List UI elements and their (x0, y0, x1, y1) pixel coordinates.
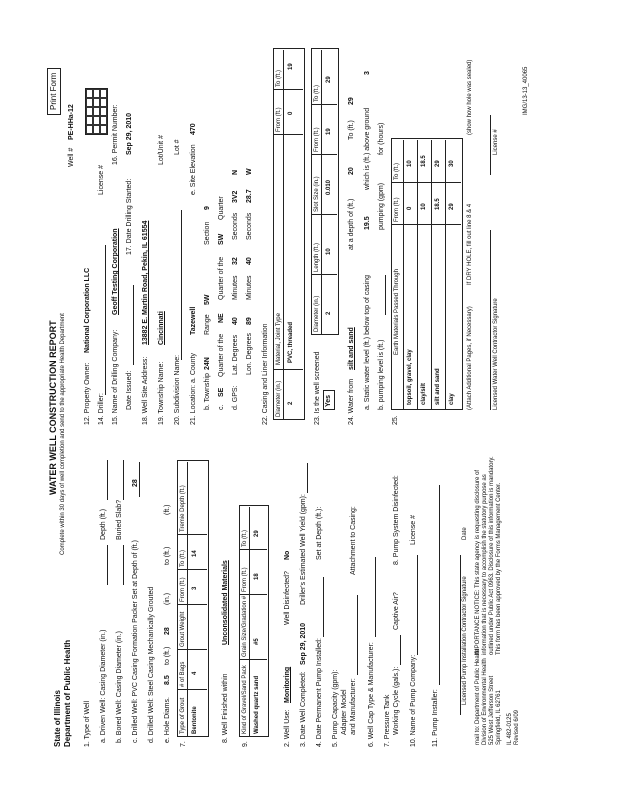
screen-cell-length: 10 (326, 248, 332, 255)
driller-signature-label: Licensed Water Well Contractor Signature (493, 298, 499, 410)
earth-header-from: From (ft.) (394, 197, 400, 222)
field-7-pump-disinfected: 8. Pump System Disinfected: (393, 475, 400, 565)
field-16-date-issued: Date Issued: (126, 370, 133, 410)
grout-header-bags: # of Bags (180, 661, 186, 687)
field-20-lot-label: Lot # (174, 139, 181, 155)
field-21c-quarter2: Quarter of the (218, 256, 225, 300)
earth-row-3-from: 18.5 (435, 198, 441, 210)
gps-lat-deg: 40 (232, 317, 239, 325)
field-21c-quarter3: Quarter (218, 196, 225, 220)
field-21b-section-label: Section (204, 221, 211, 245)
earth-row-1-material: topsoil, gravel, clay (407, 349, 413, 405)
field-21c-value3: SW (218, 233, 225, 245)
earth-row-1-to: 10 (407, 160, 413, 167)
field-24-value: silt and sand (348, 327, 355, 370)
screen-yes-value: Yes (325, 394, 332, 407)
field-1e-to-value: 28 (164, 627, 171, 635)
grout-header-to: To (ft.) (180, 549, 186, 567)
casing-header-to: To (ft.) (276, 69, 282, 87)
casing-header-material: Material, Joint Type (276, 313, 282, 365)
field-10-pump-company: 10. Name of Pump Company: (410, 654, 417, 747)
gps-lat-min: 32 (232, 257, 239, 265)
field-1a-depth-label: Depth (ft.) (100, 508, 107, 540)
casing-cell-diameter: 2 (288, 401, 294, 405)
earth-row-3-material: silt and sand (435, 368, 441, 405)
casing-cell-material: PVC, threaded (288, 321, 294, 363)
importance-notice: IMPORTANCE NOTICE: This state agency is requesting disclosure of information that is necessary to accomplish the statutory purpose as outlined under Public Act 0963. Disclosure of this information is mandatory. This form has been approved by the Forms Management Center. (475, 456, 502, 655)
field-1e-hole-diams: e. Hole Diams. (164, 697, 171, 743)
field-21b-township-label: b. Township (204, 373, 211, 410)
screen-header-to: To (ft.) (314, 84, 320, 102)
screen-cell-to: 29 (326, 76, 332, 83)
earth-row-4-from: 29 (449, 203, 455, 210)
earth-row-4-material: clay (449, 393, 455, 405)
field-2-value: Monitoring (284, 666, 291, 703)
field-14-driller: 14. Driller: (98, 393, 105, 425)
field-24-depth-label: at a depth of (ft.) (348, 198, 355, 250)
gravel-header-grain: Grain Size/Gradation # (242, 595, 248, 657)
field-25b-gpm-label: pumping (gpm) (378, 182, 385, 230)
field-25a-value: 19.5 (364, 216, 371, 230)
footer-attach-note: (Attach Additional Pages, if Necessary) (467, 306, 473, 410)
grout-cell-from: 3 (192, 586, 198, 590)
field-21c-value2: NE (218, 313, 225, 323)
grout-header-weight: Grout Weight (180, 611, 186, 647)
field-4-set-label: Set at Depth (ft.): (316, 506, 323, 560)
field-25b-hours-label: for (hours) (378, 122, 385, 155)
field-24-to-label: To (ft.) (348, 120, 355, 140)
screen-header-slot: Slot Size (in.) (314, 176, 320, 212)
grout-header-from: From (ft.) (180, 577, 186, 602)
field-17-value: Sep 29, 2010 (126, 112, 133, 155)
footer-dry-hole-note: If DRY HOLE, fill out line 8 & 4 (467, 203, 473, 285)
field-14-license-label: License # (98, 165, 105, 195)
field-9-label: 9. (242, 741, 249, 747)
earth-row-2-material: clay/silt (421, 382, 427, 405)
screen-header-length: Length (ft.) (314, 242, 320, 272)
earth-materials-table (391, 138, 463, 410)
grout-cell-to: 14 (192, 550, 198, 557)
field-1e-to-label: to (ft.) (164, 646, 171, 665)
grout-header-tremie: Tremie Depth (ft.) (180, 485, 186, 532)
field-1b-bored: b. Bored Well: Casing Diameter (in.) (116, 631, 123, 743)
field-21c-quarter1: Quarter of the (218, 333, 225, 377)
field-1c-drilled: c. Drilled Well: PVC Casing Formation Packer Set at Depth of (ft.) (132, 540, 139, 743)
casing-cell-to: 19 (288, 63, 294, 70)
gps-lon-label: Lon. Degrees (246, 332, 253, 375)
gravel-cell-from: 18 (254, 573, 260, 580)
field-18-site-address: 18. Well Site Address: (142, 356, 149, 425)
field-12-value: National Corporation LLC (84, 267, 91, 353)
field-1c-value: 28 (132, 479, 139, 487)
field-4-pump-installed: 4. Date Permanent Pump Installed: (316, 638, 323, 747)
casing-cell-from: 0 (288, 111, 294, 115)
casing-header-from: From (ft.) (276, 107, 282, 132)
field-3-date-completed: 3. Date Well Completed: (300, 671, 307, 747)
casing-header-diameter: Diameter (in.) (276, 380, 282, 417)
field-19-value: Cincinnati (158, 311, 165, 345)
grout-cell-type: Bentonite (192, 706, 198, 734)
field-19-lot-label: Lot/Unit # (158, 135, 165, 165)
gravel-cell-to: 29 (254, 530, 260, 537)
field-5-attachment-label: Attachment to Casing: (350, 506, 357, 575)
gps-lat-min-label: Minutes (232, 275, 239, 300)
section-grid (85, 88, 108, 135)
form-number: IL 482-0125 Revised 6/09 (507, 709, 520, 745)
screen-cell-from: 19 (326, 128, 332, 135)
screen-header-from: From (ft.) (314, 127, 320, 152)
field-23-screened: 23. Is the well screened (314, 351, 321, 425)
state-name: State of Illinois (53, 690, 62, 747)
field-15-value: Geoff Testing Corporation (112, 228, 119, 315)
field-1d-steel: d. Drilled Well: Steel Casing Mechanically Grouted (148, 586, 155, 743)
gps-lon-min-label: Minutes (246, 275, 253, 300)
well-no-label: Well # (68, 147, 75, 167)
gravel-header-from: From (ft.) (242, 567, 248, 592)
field-5-manufacturer-label: and Manufacturer: (350, 678, 357, 735)
gps-lat-dir: N (232, 169, 239, 175)
field-16-permit-number: 16. Permit Number: (112, 104, 119, 165)
field-1b-buried-label: Buried Slab? (116, 499, 123, 540)
earth-header-to: To (ft.) (394, 162, 400, 180)
pump-signature-date-label: Date (462, 527, 468, 540)
field-15-drilling-company: 15. Name of Drilling Company: (112, 329, 119, 425)
gps-lon-sec-label: Seconds (246, 212, 253, 240)
gps-lat-sec-label: Seconds (232, 212, 239, 240)
driller-license-label: License # (493, 129, 499, 155)
field-1a-driven: a. Driven Well: Casing Diameter (in.) (100, 629, 107, 743)
field-18-value: 13882 E. Martin Road, Pekin, IL 61554 (142, 220, 149, 345)
field-2-disinfected-label: Well Disinfected? (284, 571, 291, 625)
earth-row-2-to: 18.5 (421, 155, 427, 167)
field-8-finished: 8. Well Finished within (222, 673, 229, 743)
well-no-value: PE-HHa-12 (68, 104, 75, 140)
document-barcode-id: IMG/13-13_40065 (523, 66, 529, 115)
field-24-depth-value: 20 (348, 167, 355, 175)
field-5-adapter-label: Adapter Model (341, 689, 348, 735)
field-20-subdivision: 20. Subdivision Name: (174, 354, 181, 425)
gravel-cell-kind: Washed quartz sand (254, 675, 260, 734)
department-name: Department of Public Health (63, 639, 72, 747)
grout-header-type: Type of Grout (180, 697, 186, 734)
grout-cell-bags: 4 (192, 671, 198, 675)
field-21d-gps: d. GPS: (232, 385, 239, 410)
field-25a-static: a. Static water level (ft.) below top of casing (364, 274, 371, 410)
field-7-label: 7. (180, 741, 187, 747)
earth-row-1-from: 0 (407, 206, 413, 210)
field-1-type-of-well: 1. Type of Well (84, 700, 91, 747)
field-7-working-cycle: Working Cycle (gals.): (393, 666, 400, 735)
field-1e-toft-label: to (ft.) (164, 546, 171, 565)
gps-lat-sec: 3V2 (232, 190, 239, 203)
screen-header-diameter: Diameter (in.) (314, 295, 320, 332)
field-21c-label: c. (218, 404, 225, 410)
earth-header-materials: Earth Materials Passed Through (394, 269, 400, 355)
field-21b-range-value: 5W (204, 294, 211, 305)
field-21-county-value: Tazewell (190, 306, 197, 335)
gravel-cell-grain: #5 (254, 638, 260, 645)
field-22-casing: 22. Casing and Liner Information (262, 323, 269, 425)
earth-row-4-to: 30 (449, 160, 455, 167)
field-8-value: Unconsolidated Materials (222, 560, 229, 645)
field-3-value: Sep 29, 2010 (300, 622, 307, 665)
field-25-label: 25. (392, 415, 399, 425)
field-1e-ft-label: (ft.) (164, 504, 171, 515)
pump-contractor-signature-label: Licensed Pump Installation Contractor Signature (462, 576, 468, 705)
gps-lon-sec: 28.7 (246, 189, 253, 203)
field-25b-pumping: b. pumping level is (ft.) (378, 339, 385, 410)
field-21-elevation-label: e. Site Elevation (190, 144, 197, 195)
field-25a-above-value: 3 (364, 71, 371, 75)
field-21b-section-value: 9 (204, 206, 211, 210)
gps-lon-min: 40 (246, 257, 253, 265)
earth-row-3-to: 29 (435, 160, 441, 167)
screen-cell-diameter: 2 (326, 311, 332, 315)
field-10-license-label: License # (410, 515, 417, 545)
gps-lon-deg: 89 (246, 317, 253, 325)
gps-lat-label: Lat. Degrees (232, 334, 239, 375)
field-7-pressure-tank: 7. Pressure Tank (384, 694, 391, 747)
form-subtitle: Complete within 30 days of well completion and send to the appropriate Health Department (60, 313, 66, 555)
field-21b-range-label: Range (204, 314, 211, 335)
field-21c-value1: SE (218, 387, 225, 397)
form-title: WATER WELL CONSTRUCTION REPORT (48, 320, 58, 495)
form-page (45, 30, 540, 755)
field-6-well-cap: 6. Well Cap Type & Manufacturer: (368, 642, 375, 747)
field-17-date-started: 17. Date Drilling Started: (126, 178, 133, 255)
field-19-township-name: 19. Township Name: (158, 361, 165, 425)
field-3-yield-label: Driller's Estimated Well Yield (gpm): (300, 494, 307, 605)
gravel-header-kind: Kind of Gravel/Sand Pack (242, 665, 248, 734)
field-1e-diam-value: 8.5 (164, 675, 171, 685)
gps-lon-dir: W (246, 168, 253, 175)
field-12-property-owner: 12. Property Owner: (84, 362, 91, 425)
field-2-well-use: 2. Well Use: (284, 709, 291, 747)
screen-cell-slot: 0.010 (326, 179, 332, 195)
field-11-pump-installer: 11. Pump Installer: (432, 689, 439, 747)
field-21-elevation-value: 470 (190, 123, 197, 135)
field-21b-township-value: 24N (204, 357, 211, 370)
field-25a-above-label: which is (ft.) above ground (364, 107, 371, 190)
field-7-captive-air: Captive Air? (393, 592, 400, 630)
gravel-header-to: To (ft.) (242, 529, 248, 547)
field-24-to-value: 29 (348, 97, 355, 105)
mail-to-address: mail to: Department of Public Health Division of Environmental Health 525 West Jefferson Street Springfield, IL 62761 (475, 648, 502, 745)
earth-row-2-from: 10 (421, 203, 427, 210)
field-21-location-county: 21. Location: a. County (190, 353, 197, 425)
field-24-water-from: 24. Water from (348, 378, 355, 425)
print-form-button[interactable]: Print Form (47, 68, 61, 115)
footer-sealed-note: (show how hole was sealed) (467, 59, 473, 135)
field-2-disinfected-value: No (284, 550, 291, 560)
field-1e-in-label: (in.) (164, 592, 171, 605)
field-5-pump-capacity: 5. Pump Capacity (gpm): (332, 669, 339, 747)
